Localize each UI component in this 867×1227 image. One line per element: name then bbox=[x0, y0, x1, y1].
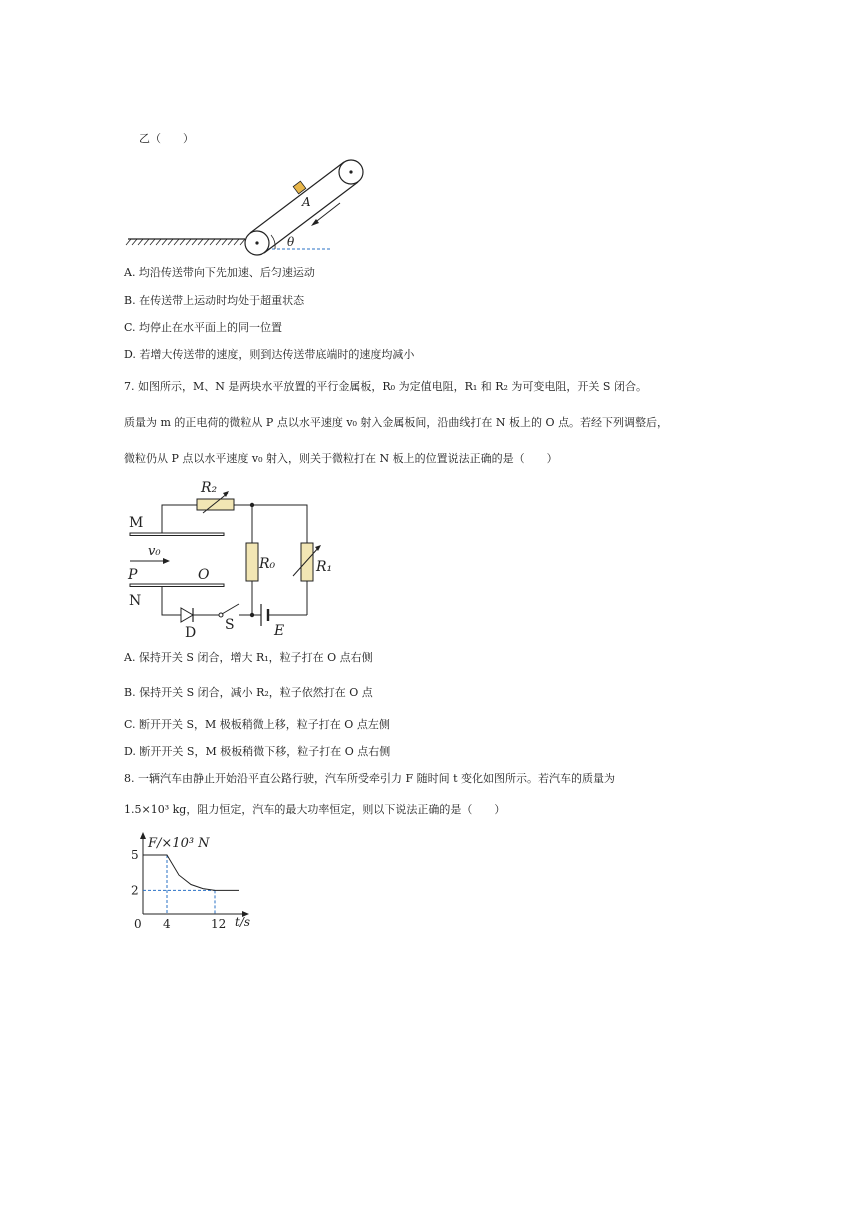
x-tick-label-0: 0 bbox=[134, 917, 142, 931]
plate-m-label: M bbox=[129, 515, 144, 531]
battery-label: E bbox=[274, 623, 285, 639]
q8-stem-line2: 1.5×10³ kg，阻力恒定，汽车的最大功率恒定，则以下说法正确的是（ ） bbox=[124, 803, 506, 816]
plate-n-label: N bbox=[129, 593, 142, 609]
q7-stem-line3: 微粒仍从 P 点以水平速度 v₀ 射入，则关于微粒打在 N 板上的位置说法正确的是（ ） bbox=[124, 452, 558, 465]
q7-stem-line1: 7. 如图所示，M、N 是两块水平放置的平行金属板，R₀ 为定值电阻，R₁ 和 R₂ 为可变电阻，开关 S 闭合。 bbox=[124, 380, 647, 393]
y-axis-arrow bbox=[140, 832, 146, 839]
point-o-label: O bbox=[198, 567, 210, 583]
x-tick-label-12: 12 bbox=[211, 917, 227, 931]
q6-option-b: B. 在传送带上运动时均处于超重状态 bbox=[124, 294, 305, 307]
y-tick-label-2: 2 bbox=[131, 883, 139, 898]
q6-option-c: C. 均停止在水平面上的同一位置 bbox=[124, 321, 283, 334]
chart-x-axis-label: t/s bbox=[235, 915, 251, 929]
circuit-figure bbox=[125, 475, 333, 645]
diode-label: D bbox=[185, 625, 197, 641]
q6-option-d: D. 若增大传送带的速度，则到达传送带底端时的速度均减小 bbox=[124, 348, 415, 361]
block-label: A bbox=[302, 195, 311, 209]
q7-option-b: B. 保持开关 S 闭合，减小 R₂，粒子依然打在 O 点 bbox=[124, 686, 373, 699]
q8-stem-line1: 8. 一辆汽车由静止开始沿平直公路行驶，汽车所受牵引力 F 随时间 t 变化如图所示。若汽车的质量为 bbox=[124, 772, 616, 785]
y-tick-label-5: 5 bbox=[131, 848, 139, 862]
force-curve bbox=[143, 855, 239, 890]
q7-stem-line2: 质量为 m 的正电荷的微粒从 P 点以水平速度 v₀ 射入金属板间，沿曲线打在 N 板上的 O 点。若经下列调整后， bbox=[124, 416, 669, 429]
r2-label: R₂ bbox=[201, 480, 218, 496]
angle-label: θ bbox=[287, 235, 295, 249]
switch-label: S bbox=[225, 617, 235, 633]
force-time-chart bbox=[125, 830, 260, 935]
q6-option-a: A. 均沿传送带向下先加速、后匀速运动 bbox=[124, 266, 315, 279]
conveyor-belt-figure bbox=[125, 155, 370, 255]
q7-option-a: A. 保持开关 S 闭合，增大 R₁，粒子打在 O 点右侧 bbox=[124, 651, 373, 664]
q7-option-d: D. 断开开关 S，M 极板稍微下移，粒子打在 O 点右侧 bbox=[124, 745, 391, 758]
chart-y-axis-label: F/×10³ N bbox=[148, 836, 210, 851]
q7-option-c: C. 断开开关 S，M 极板稍微上移，粒子打在 O 点左侧 bbox=[124, 718, 390, 731]
q6-stem-tail: 乙（ ） bbox=[139, 132, 194, 145]
r0-label: R₀ bbox=[259, 556, 276, 572]
x-tick-label-4: 4 bbox=[163, 917, 171, 931]
r1-label: R₁ bbox=[316, 559, 333, 575]
velocity-label: v₀ bbox=[148, 544, 161, 559]
point-p-label: P bbox=[128, 567, 138, 583]
